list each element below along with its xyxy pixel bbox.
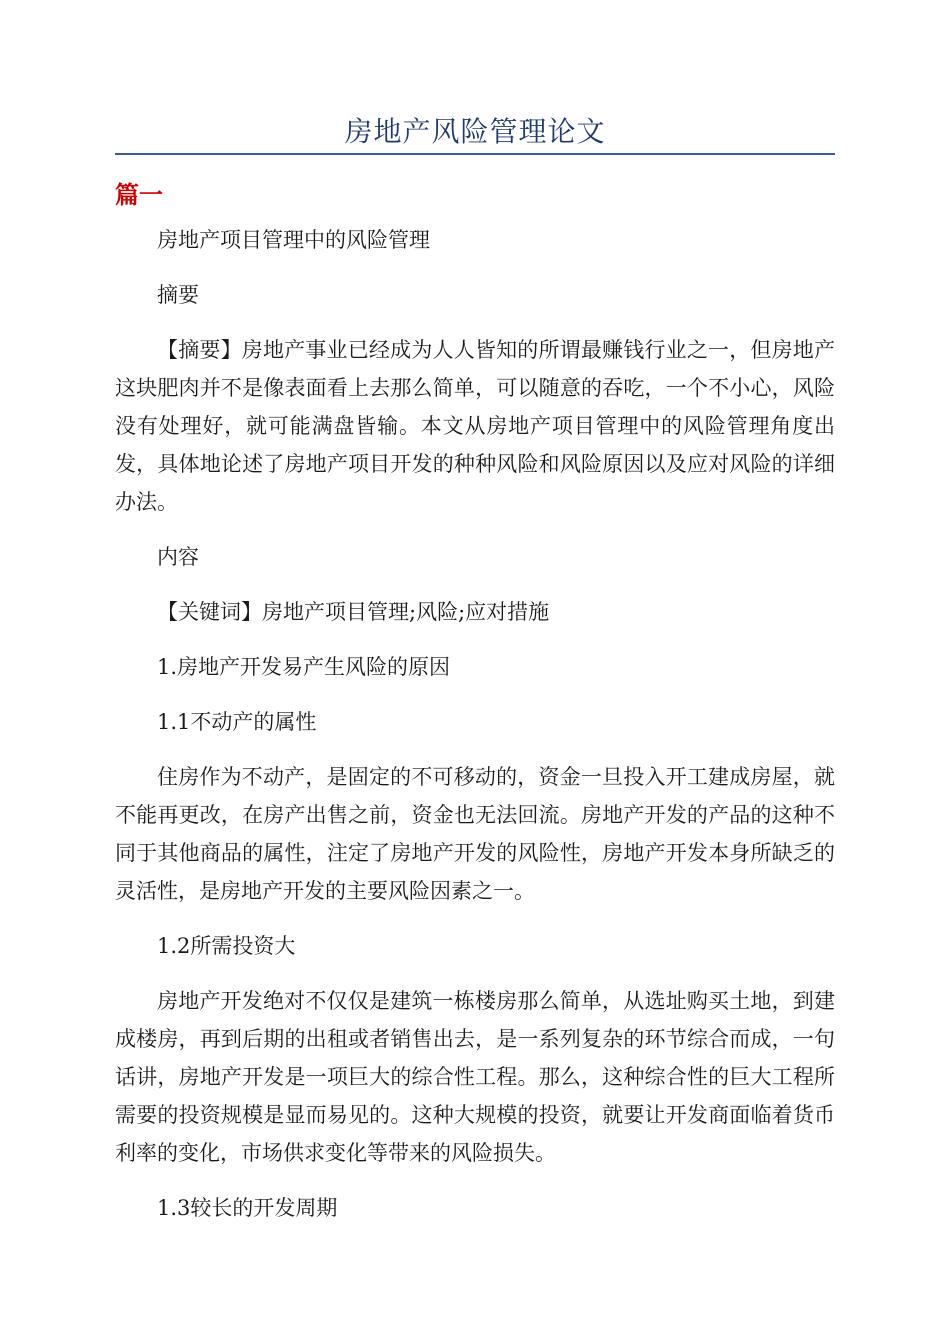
heading-1-3: 1.3较长的开发周期: [157, 1196, 338, 1220]
paragraph-1-2: 房地产开发绝对不仅仅是建筑一栋楼房那么简单，从选址购买土地，到建成楼房，再到后期的出租或者销售出去，是一系列复杂的环节综合而成，一句话讲，房地产开发是一项巨大的综合性工程。那么，这种综合性的巨大工程所需要的投资规模是显而易见的。这种大规模的投资，就要让开发商面临着货币利率的变化，市场供求变化等带来的风险损失。: [115, 989, 835, 1165]
heading-1: 1.房地产开发易产生风险的原因: [157, 655, 451, 679]
heading-1-2: 1.2所需投资大: [157, 934, 296, 958]
section-heading: 篇一: [115, 180, 163, 209]
paragraph-1-1: 住房作为不动产，是固定的不可移动的，资金一旦投入开工建成房屋，就不能再更改，在房产出售之前，资金也无法回流。房地产开发的产品的这种不同于其他商品的属性，注定了房地产开发的风险性，房地产开发本身所缺乏的灵活性，是房地产开发的主要风险因素之一。: [115, 765, 835, 903]
document-title: 房地产风险管理论文: [344, 115, 606, 148]
title-underline: [115, 153, 835, 155]
abstract-paragraph: 【摘要】房地产事业已经成为人人皆知的所谓最赚钱行业之一，但房地产这块肥肉并不是像表面看上去那么简单，可以随意的吞吃，一个不小心，风险没有处理好，就可能满盘皆输。本文从房地产项目管理中的风险管理角度出发，具体地论述了房地产项目开发的种种风险和风险原因以及应对风险的详细办法。: [115, 338, 835, 514]
abstract-heading: 摘要: [157, 283, 199, 307]
heading-1-1: 1.1不动产的属性: [157, 710, 317, 734]
content-heading: 内容: [157, 545, 199, 569]
paper-title: 房地产项目管理中的风险管理: [157, 228, 430, 252]
document-body: [115, 221, 835, 1244]
keywords-line: 【关键词】房地产项目管理;风险;应对措施: [157, 600, 550, 624]
